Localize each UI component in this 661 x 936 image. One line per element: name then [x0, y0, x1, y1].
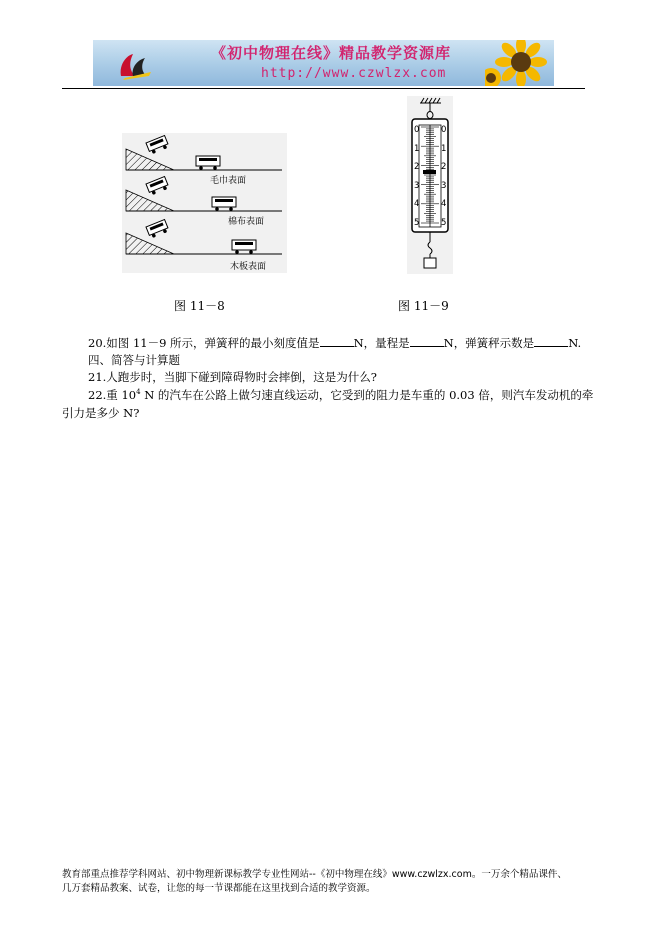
incline-diagram [122, 133, 287, 273]
banner-title: 《初中物理在线》精品教学资源库 [211, 44, 452, 62]
question-22-line-2: 引力是多少 N? [62, 406, 140, 420]
scale-left-5: 5 [414, 217, 420, 228]
incline-row-1 [126, 136, 282, 170]
scale-left-4: 4 [414, 199, 420, 210]
figure-11-8 [122, 133, 287, 273]
question-22-line-1 [88, 387, 593, 403]
q20-blank-min-division[interactable] [320, 336, 354, 347]
scale-left-1: 1 [414, 143, 420, 154]
scale-right-numbers [441, 121, 449, 233]
figure-11-9 [407, 96, 453, 274]
q22-exponent: 4 [136, 388, 141, 397]
site-logo-icon [115, 46, 155, 82]
scale-right-5: 5 [441, 217, 447, 228]
scale-right-3: 3 [441, 180, 447, 191]
scale-right-0: 0 [441, 125, 447, 135]
scale-left-2: 2 [414, 162, 420, 173]
sunflower-icon [485, 40, 554, 86]
header-rule [62, 88, 585, 89]
scale-right-2: 2 [441, 162, 447, 173]
q20-text-4: N. [568, 336, 582, 350]
surface-label-towel: 毛巾表面 [210, 176, 247, 186]
scale-left-3: 3 [414, 180, 420, 191]
q20-text-3: N，弹簧秤示数是 [443, 336, 535, 350]
footer-line-1: 教育部重点推荐学科网站、初中物理新课标教学专业性网站--《初中物理在线》www.czwlzx.com。一万余个精品课件、 [62, 869, 567, 880]
q20-text-2: N，量程是 [353, 336, 410, 350]
scale-left-0: 0 [414, 125, 420, 135]
question-20 [88, 335, 581, 351]
surface-label-wood: 木板表面 [230, 262, 267, 272]
weight-block [424, 258, 436, 268]
section-heading-4: 四、简答与计算题 [88, 353, 180, 367]
incline-row-2 [126, 177, 282, 211]
ceiling-hatch [420, 98, 441, 103]
scale-right-1: 1 [441, 143, 447, 154]
surface-label-cotton: 棉布表面 [228, 217, 265, 227]
footer-line-2: 几万套精品教案、试卷，让您的每一节课都能在这里找到合适的教学资源。 [62, 883, 376, 894]
q20-blank-range[interactable] [410, 336, 444, 347]
q20-blank-reading[interactable] [534, 336, 568, 347]
pointer-indicator [423, 170, 436, 174]
question-21: 21.人跑步时，当脚下碰到障碍物时会摔倒，这是为什么? [88, 370, 377, 384]
caption-figure-11-9: 图 11－9 [398, 299, 449, 313]
header-banner [93, 40, 554, 86]
q20-text-1: 20.如图 11－9 所示，弹簧秤的最小刻度值是 [88, 336, 320, 350]
scale-left-numbers [414, 121, 422, 233]
caption-figure-11-8: 图 11－8 [174, 299, 225, 313]
banner-url: http://www.czwlzx.com [261, 66, 447, 81]
scale-right-4: 4 [441, 199, 447, 210]
q22-pre: 22.重 10 [88, 388, 137, 402]
q22-post: N 的汽车在公路上做匀速直线运动，它受到的阻力是车重的 0.03 倍，则汽车发动机的牵 [140, 388, 594, 402]
